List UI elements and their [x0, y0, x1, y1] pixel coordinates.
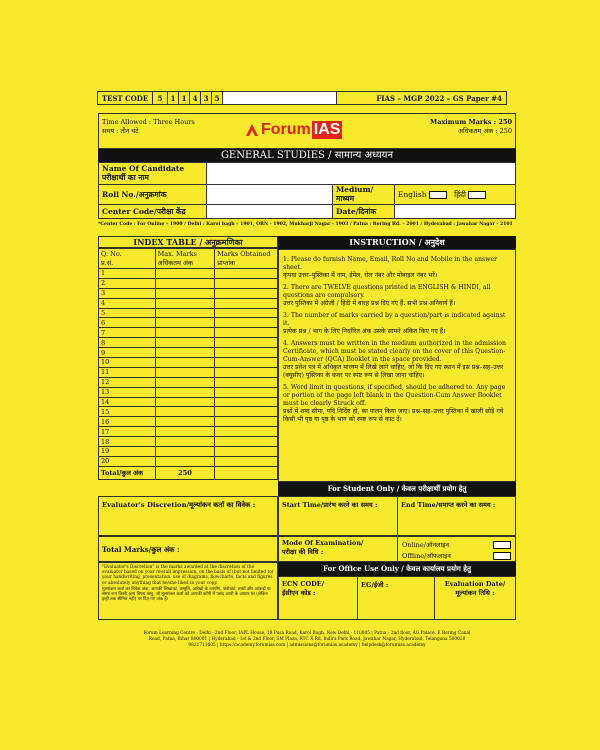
index-max-marks[interactable] [155, 348, 215, 358]
instruction-list [278, 249, 516, 482]
index-qno: 4 [99, 298, 156, 308]
footer-line-1: Forum Learning Centre : Delhi - 2nd Floor, IAPL House, 19 Pusa Road, Karol Bagh, New Delhi - 110005 | Patna - 2nd floor, AG Palace, E Boring Canal [143, 631, 471, 636]
instruction-en: 5. Word limit in questions, if specified, should be adhered to. Any page or portion of the page left blank in the Question-Cum Answer Booklet must be clearly Struck off. [283, 384, 506, 407]
index-max-marks[interactable] [155, 308, 215, 318]
index-row [99, 278, 278, 288]
max-en: Max. Marks [157, 250, 197, 258]
instruction-en: 1. Please do furnish Name, Email, Roll No and Mobile in the answer sheet. [283, 256, 498, 271]
index-max-marks[interactable] [155, 338, 215, 348]
max-marks-hindi: अधिकतम अंक : 250 [458, 127, 512, 135]
instruction-hi: प्रत्येक प्रश्न / भाग के लिए निर्धारित अंक उसके सामने अंकित किए गए हैं। [283, 328, 446, 335]
index-table [98, 248, 278, 480]
index-row [99, 338, 278, 348]
index-qno: 10 [99, 358, 156, 368]
qno-hi: प्र.सं. [101, 259, 114, 267]
index-max-marks[interactable] [155, 367, 215, 377]
index-qno: 19 [99, 447, 156, 457]
total-max-value: 250 [155, 466, 215, 479]
index-row [99, 397, 278, 407]
index-marks-obtained[interactable] [215, 367, 278, 377]
student-only-bar: For Student Only / केवल परीक्षार्थी प्रयोग हेतु [278, 482, 516, 496]
footer-line-3[interactable]: 9821711605 | https://academy.forumias.com | admissions@forumias.academy | helpdesk@forumias.academy [188, 643, 426, 648]
online-checkbox[interactable] [493, 541, 511, 549]
index-qno: 13 [99, 387, 156, 397]
page-title: GENERAL STUDIES / सामान्य अध्ययन [98, 149, 516, 162]
total-label: Total/कुल अंक [99, 466, 156, 479]
index-qno: 12 [99, 377, 156, 387]
start-time-field[interactable]: Start Time/प्रारंभ करने का समय : [278, 496, 398, 536]
evaluation-date-field[interactable] [434, 576, 516, 620]
max-marks-header [155, 249, 215, 269]
index-qno: 20 [99, 456, 156, 466]
english-label: English [398, 189, 427, 199]
index-row [99, 358, 278, 368]
index-qno: 6 [99, 318, 156, 328]
roll-field[interactable] [207, 185, 333, 205]
date-label: Date/दिनांक [333, 205, 395, 219]
english-checkbox[interactable] [429, 191, 447, 199]
name-label-hi: परीक्षार्थी का नाम [102, 173, 149, 182]
obtained-header [215, 249, 278, 269]
index-table-title: INDEX TABLE / अनुक्रमणिका [98, 236, 278, 248]
exam-mode-label [278, 536, 398, 562]
ecn-code-field[interactable] [278, 576, 358, 620]
index-qno: 2 [99, 278, 156, 288]
index-row [99, 447, 278, 457]
index-row [99, 328, 278, 338]
eval-date-en: Evaluation Date/ [444, 580, 506, 588]
index-qno: 3 [99, 288, 156, 298]
eval-date-hi: मूल्यांकन तिथि : [455, 589, 495, 597]
test-code-bar [98, 91, 516, 105]
candidate-details [98, 162, 516, 219]
index-max-marks[interactable] [155, 427, 215, 437]
logo-forum: Forum [261, 121, 311, 138]
index-marks-obtained[interactable] [215, 328, 278, 338]
index-row [99, 367, 278, 377]
index-marks-obtained[interactable] [215, 338, 278, 348]
code-digit: 1 [167, 91, 179, 105]
index-max-marks[interactable] [155, 377, 215, 387]
index-max-marks[interactable] [155, 269, 215, 279]
hindi-label: हिंदी [454, 189, 466, 199]
index-marks-obtained[interactable] [215, 288, 278, 298]
instruction-hi: उत्तर प्रवेश पत्र में अधिकृत माध्यम में लिखे जाने चाहिए, जो कि दिए गए स्थान में इस प्रश्न–सह–उत्तर (क्यूसीए) पुस्तिका के कवर पर स्पष्ट रूप से लिखा जाना चाहिए। [283, 364, 504, 379]
index-marks-obtained[interactable] [215, 407, 278, 417]
index-marks-obtained[interactable] [215, 447, 278, 457]
max-marks: Maximum Marks : 250 [430, 118, 512, 126]
time-allowed-hindi: समय : तीन घंटे [102, 127, 139, 135]
exam-mode-hi: परीक्षा की विधि : [282, 548, 324, 556]
code-digit: 4 [189, 91, 201, 105]
index-max-marks[interactable] [155, 358, 215, 368]
index-marks-obtained[interactable] [215, 437, 278, 447]
logo-ias: IAS [313, 121, 341, 138]
qno-en: Q. No. [101, 250, 122, 258]
instruction-title: INSTRUCTION / अनुदेश [278, 236, 516, 249]
center-code-note: *Center Code : For Online – 1900 / Delhi : Karol bagh – 1901, ORN - 1902, Mukharji Nagar - 1903 / Patna : Boring Rd. – 2001 / Hyderabad : Jawahar Nagar - 2101 [98, 222, 513, 227]
offline-checkbox[interactable] [493, 552, 511, 560]
name-label-en: Name Of Candidate [102, 164, 185, 173]
code-blank [222, 91, 337, 105]
date-field[interactable] [395, 205, 516, 219]
candidate-name-label [99, 163, 207, 185]
footer-line-2: Road, Patna, Bihar 800001 | Hyderabad - 1st & 2nd Floor, SM Plaza, RTC X Rd, Indira Park Road, Jawahar Nagar, Hyderabad, Telangana 500020 [148, 637, 466, 642]
index-row [99, 269, 278, 279]
index-row [99, 308, 278, 318]
discretion-note-en: "Evaluator's Discretion" is the marks awarded at the discretion of the evaluator based on your overall impression, on the basis of (but not limited to) your handwriting, presentation, use of diagrams, flowcharts, facts and figures or absolutely anything that he/she liked in your copy. [102, 565, 274, 586]
index-row [99, 437, 278, 447]
footer-address [98, 631, 516, 649]
index-qno: 16 [99, 417, 156, 427]
qno-header [99, 249, 156, 269]
index-row [99, 298, 278, 308]
index-marks-obtained[interactable] [215, 456, 278, 466]
index-qno: 1 [99, 269, 156, 279]
total-marks-field[interactable]: Total Marks/कुल अंक : [98, 536, 278, 562]
index-marks-obtained[interactable] [215, 427, 278, 437]
index-qno: 11 [99, 367, 156, 377]
index-max-marks[interactable] [155, 447, 215, 457]
index-marks-obtained[interactable] [215, 358, 278, 368]
end-time-field[interactable]: End Time/समाप्त करने का समय : [397, 496, 516, 536]
instruction-hi: प्रश्नों में शब्द सीमा, यदि निर्दिष्ट हो, का पालन किया जाए। प्रश्न–सह–उत्तर पुस्तिका में खाली छोड़े गये किसी भी पृष्ठ या पृष्ठ के भाग को स्पष्ट रूप से काट दें। [283, 408, 504, 423]
eg-field[interactable]: EG/ईजी : [357, 576, 435, 620]
index-qno: 7 [99, 328, 156, 338]
instruction-en: 3. The number of marks carried by a question/part is indicated against it. [283, 312, 506, 327]
index-qno: 8 [99, 338, 156, 348]
exam-mode-options [397, 536, 516, 562]
index-row [99, 456, 278, 466]
index-marks-obtained[interactable] [215, 278, 278, 288]
candidate-name-field[interactable] [207, 163, 516, 185]
medium-options [395, 185, 516, 205]
index-row [99, 377, 278, 387]
time-allowed: Time Allowed : Three Hours [102, 118, 195, 126]
ecn-hi: ईसीएन कोड : [282, 589, 316, 597]
code-digit: 5 [211, 91, 223, 105]
paper-name: FIAS – MGP 2022 – GS Paper #4 [336, 91, 507, 105]
index-qno: 15 [99, 407, 156, 417]
evaluator-discretion-field[interactable]: Evaluator's Discretion/मूल्यांकन कर्ता का विवेक : [98, 496, 278, 536]
code-digit: 3 [200, 91, 212, 105]
obt-hi: प्राप्तांक [217, 259, 236, 267]
index-max-marks[interactable] [155, 456, 215, 466]
index-marks-obtained[interactable] [215, 417, 278, 427]
index-max-marks[interactable] [155, 288, 215, 298]
index-qno: 14 [99, 397, 156, 407]
roll-label: Roll No./अनुक्रमांक [99, 185, 207, 205]
test-code-label: TEST CODE [97, 91, 153, 105]
index-qno: 17 [99, 427, 156, 437]
code-digit: 1 [178, 91, 190, 105]
index-row [99, 318, 278, 328]
index-row [99, 427, 278, 437]
index-qno: 9 [99, 348, 156, 358]
instruction-en: 2. There are TWELVE questions printed in ENGLISH & HINDI, all questions are compulsory. [283, 284, 491, 299]
index-row [99, 288, 278, 298]
obt-en: Marks Obtained [217, 250, 271, 258]
index-qno: 18 [99, 437, 156, 447]
max-hi: अधिकतम अंक [157, 259, 193, 267]
index-row [99, 417, 278, 427]
center-label: Center Code/परीक्षा केंद्र [99, 205, 207, 219]
sheet-header [98, 113, 516, 149]
center-field[interactable] [207, 205, 333, 219]
index-marks-obtained[interactable] [215, 348, 278, 358]
index-marks-obtained[interactable] [215, 298, 278, 308]
medium-label: Medium/माध्यम [333, 185, 395, 205]
index-max-marks[interactable] [155, 417, 215, 427]
index-qno: 5 [99, 308, 156, 318]
index-max-marks[interactable] [155, 397, 215, 407]
index-max-marks[interactable] [155, 407, 215, 417]
index-marks-obtained[interactable] [215, 387, 278, 397]
logo-icon [245, 123, 259, 137]
hindi-checkbox[interactable] [468, 191, 486, 199]
index-marks-obtained[interactable] [215, 377, 278, 387]
index-marks-obtained[interactable] [215, 318, 278, 328]
index-max-marks[interactable] [155, 318, 215, 328]
index-row [99, 387, 278, 397]
exam-mode-en: Mode Of Examination/ [282, 539, 364, 547]
total-obtained-field[interactable] [215, 466, 278, 479]
index-marks-obtained[interactable] [215, 269, 278, 279]
index-row [99, 407, 278, 417]
discretion-note [98, 562, 278, 620]
instruction-hi: कृपया उत्तर–पुस्तिका में नाम, ईमेल, रोल नंबर और मोबाइल नंबर भरें। [283, 272, 438, 279]
discretion-note-hi: मूल्यांकन कर्ता का विवेक अंक, आपकी लिखावट, प्रस्तुति, आरेखों के उपयोग, फ्लोचार्ट, तथ्यों और आंकड़ों या समग्र रूप किसी अन्य विषय वस्तु, जो मूल्यांकन कर्ता को आपकी कॉपी में पसंद आयी के आधार पर (लेकिन इन्हीं तक सीमित नहीं) पर दिए गए अंक हैं। [102, 586, 271, 603]
forumias-logo [245, 121, 342, 139]
offline-label: Offline/ऑफलाइन [402, 552, 451, 560]
index-marks-obtained[interactable] [215, 397, 278, 407]
index-max-marks[interactable] [155, 298, 215, 308]
index-max-marks[interactable] [155, 328, 215, 338]
office-use-bar: For Office Use Only / केवल कार्यालय प्रयोग हेतु [278, 562, 516, 576]
instruction-hi: उत्तर पुस्तिका में अंग्रेजी / हिंदी में बारह प्रश्न दिए गए हैं. सभी प्रश्न अनिवार्य हैं। [283, 300, 456, 307]
ecn-en: ECN CODE/ [282, 580, 325, 588]
instruction-en: 4. Answers must be written in the medium authorized in the admission Certificate, which must be stated clearly on the cover of this Question-Cum-Answer (QCA) Booklet in the space provided. [283, 340, 506, 363]
online-label: Online/ऑनलाइन [402, 541, 450, 549]
index-max-marks[interactable] [155, 437, 215, 447]
index-marks-obtained[interactable] [215, 308, 278, 318]
code-digit: 5 [152, 91, 168, 105]
index-max-marks[interactable] [155, 278, 215, 288]
index-row [99, 348, 278, 358]
index-max-marks[interactable] [155, 387, 215, 397]
